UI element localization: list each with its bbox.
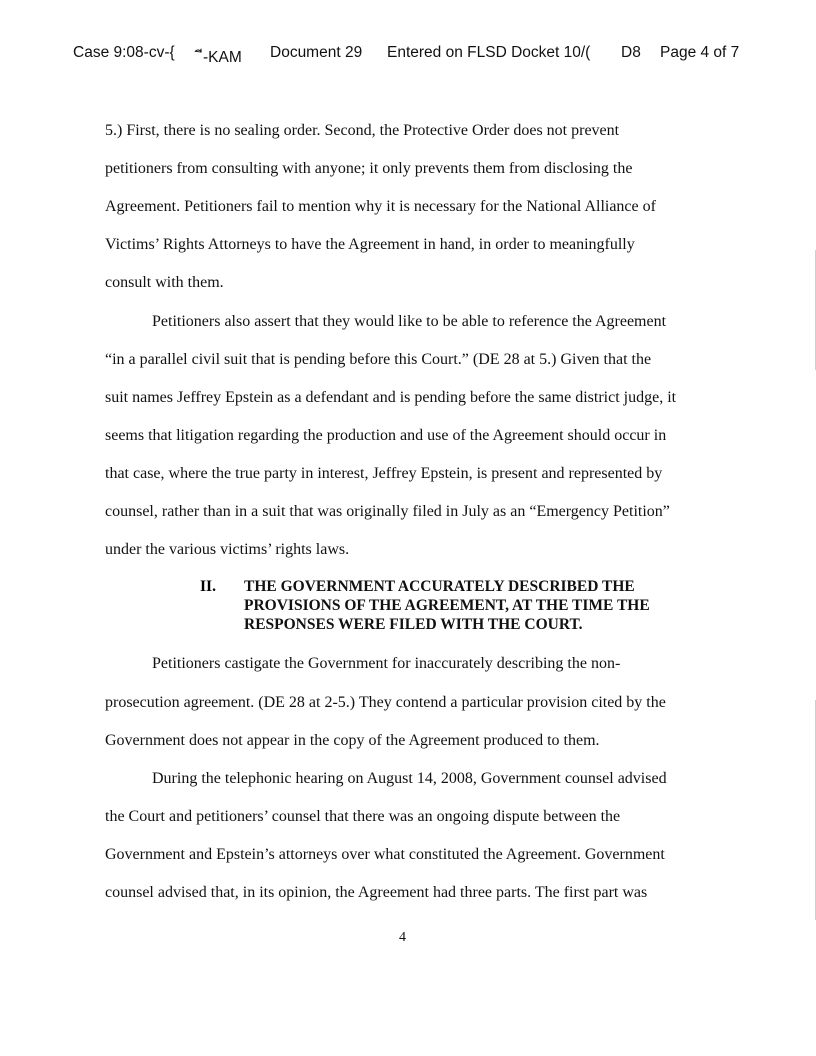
header-date-fragment: D8 [621,44,641,61]
p2-line-5: that case, where the true party in interest, Jeffrey Epstein, is present and represented by [105,465,663,482]
p1-line-1: 5.) First, there is no sealing order. Second, the Protective Order does not prevent [105,122,620,139]
p2-line-2: “in a parallel civil suit that is pending before this Court.” (DE 28 at 5.) Given that the [105,351,652,368]
section-heading-line-3: RESPONSES WERE FILED WITH THE COURT. [244,616,583,633]
p3-line-2: prosecution agreement. (DE 28 at 2-5.) They contend a particular provision cited by the [105,694,666,711]
header-judge-code: ี-KAM [203,49,242,66]
p1-line-4: Victims’ Rights Attorneys to have the Agreement in hand, in order to meaningfully [105,236,635,253]
header-entered-date: Entered on FLSD Docket 10/( [387,44,591,61]
p4-line-1: During the telephonic hearing on August 14, 2008, Government counsel advised [152,770,667,787]
section-number: II. [200,578,216,595]
header-document-number: Document 29 [270,44,363,61]
p4-line-2: the Court and petitioners’ counsel that there was an ongoing dispute between the [105,808,621,825]
p2-line-4: seems that litigation regarding the production and use of the Agreement should occur in [105,427,667,444]
p3-line-3: Government does not appear in the copy of the Agreement produced to them. [105,732,600,749]
page-number: 4 [399,930,406,945]
p2-line-7: under the various victims’ rights laws. [105,541,350,558]
p1-line-5: consult with them. [105,274,224,291]
header-case-number: Case 9:08-cv-{ [73,44,175,61]
p2-line-3: suit names Jeffrey Epstein as a defendant and is pending before the same district judge, it [105,389,677,406]
section-heading-line-2: PROVISIONS OF THE AGREEMENT, AT THE TIME THE [244,597,650,614]
p2-line-6: counsel, rather than in a suit that was originally filed in July as an “Emergency Petition” [105,503,670,520]
p3-line-1: Petitioners castigate the Government for inaccurately describing the non- [152,655,621,672]
p1-line-3: Agreement. Petitioners fail to mention why it is necessary for the National Alliance of [105,198,656,215]
p4-line-3: Government and Epstein’s attorneys over what constituted the Agreement. Government [105,846,665,863]
p1-line-2: petitioners from consulting with anyone; it only prevents them from disclosing the [105,160,633,177]
p4-line-4: counsel advised that, in its opinion, the Agreement had three parts. The first part was [105,884,648,901]
header-page-count: Page 4 of 7 [660,44,740,61]
p2-line-1: Petitioners also assert that they would like to be able to reference the Agreement [152,313,667,330]
section-heading-line-1: THE GOVERNMENT ACCURATELY DESCRIBED THE [244,578,635,595]
